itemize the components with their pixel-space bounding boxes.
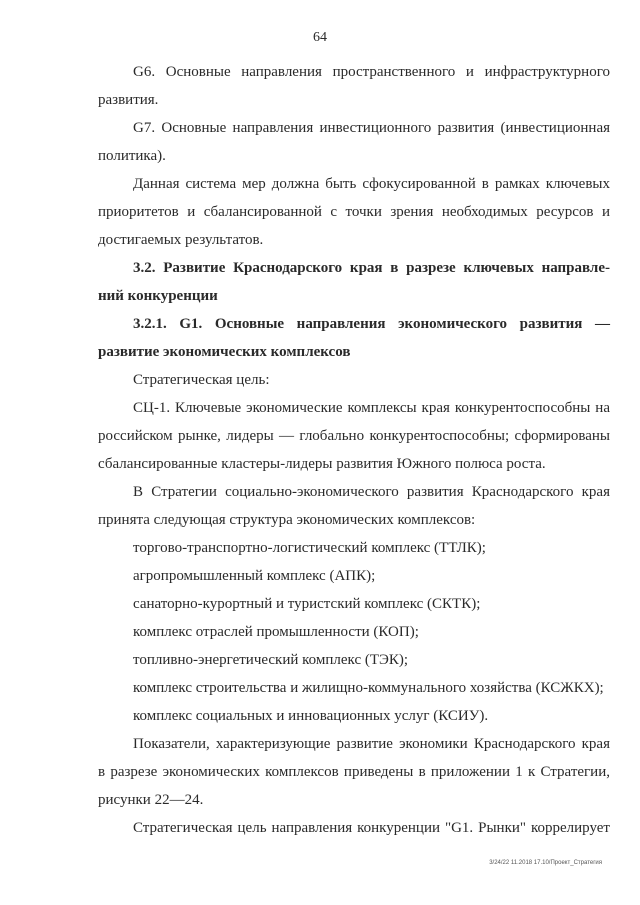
text-line: Данная система мер должна быть сфокусированной в рамках ключевых [133, 176, 610, 192]
text-line: рисунки 22—24. [98, 792, 204, 808]
text-line: комплекс строительства и жилищно-коммунального хозяйства (КСЖКХ); [133, 680, 604, 696]
text-line: сбалансированные кластеры-лидеры развития Южного полюса роста. [98, 456, 546, 472]
text-line: достигаемых результатов. [98, 232, 264, 248]
text-line: санаторно-курортный и туристский комплекс (СКТК); [133, 596, 481, 612]
text-line: комплекс отраслей промышленности (КОП); [133, 624, 419, 640]
text-line: приоритетов и сбалансированной с точки зрения необходимых ресурсов и [98, 204, 610, 220]
footer-stamp: 3/24/22 11.2018 17.10/Проект_Стратегия [489, 860, 602, 866]
text-line: Стратегическая цель: [133, 372, 270, 388]
text-line: российском рынке, лидеры — глобально конкурентоспособны; сформированы [98, 428, 610, 444]
text-line: политика). [98, 148, 166, 164]
text-line: Стратегическая цель направления конкуренции "G1. Рынки" коррелирует [133, 820, 610, 836]
text-line: торгово-транспортно-логистический комплекс (ТТЛК); [133, 540, 486, 556]
text-line: развитие экономических комплексов [98, 344, 351, 360]
text-line: 3.2.1. G1. Основные направления экономического развития — [133, 316, 610, 332]
page-number: 64 [313, 30, 327, 45]
text-line: агропромышленный комплекс (АПК); [133, 568, 376, 584]
text-line: G7. Основные направления инвестиционного развития (инвестиционная [133, 120, 610, 136]
text-line: комплекс социальных и инновационных услуг (КСИУ). [133, 708, 489, 724]
text-line: принята следующая структура экономических комплексов: [98, 512, 476, 528]
text-line: топливно-энергетический комплекс (ТЭК); [133, 652, 409, 668]
text-line: Показатели, характеризующие развитие экономики Краснодарского края [133, 736, 610, 752]
text-line: развития. [98, 92, 159, 108]
text-line: СЦ-1. Ключевые экономические комплексы края конкурентоспособны на [133, 400, 610, 416]
text-line: G6. Основные направления пространственного и инфраструктурного [133, 64, 610, 80]
text-line: 3.2. Развитие Краснодарского края в разрезе ключевых направле- [133, 260, 610, 276]
text-line: в разрезе экономических комплексов приведены в приложении 1 к Стратегии, [98, 764, 610, 780]
text-line: ний конкуренции [98, 288, 218, 304]
document-body [98, 58, 610, 842]
text-line: В Стратегии социально-экономического развития Краснодарского края [133, 484, 610, 500]
